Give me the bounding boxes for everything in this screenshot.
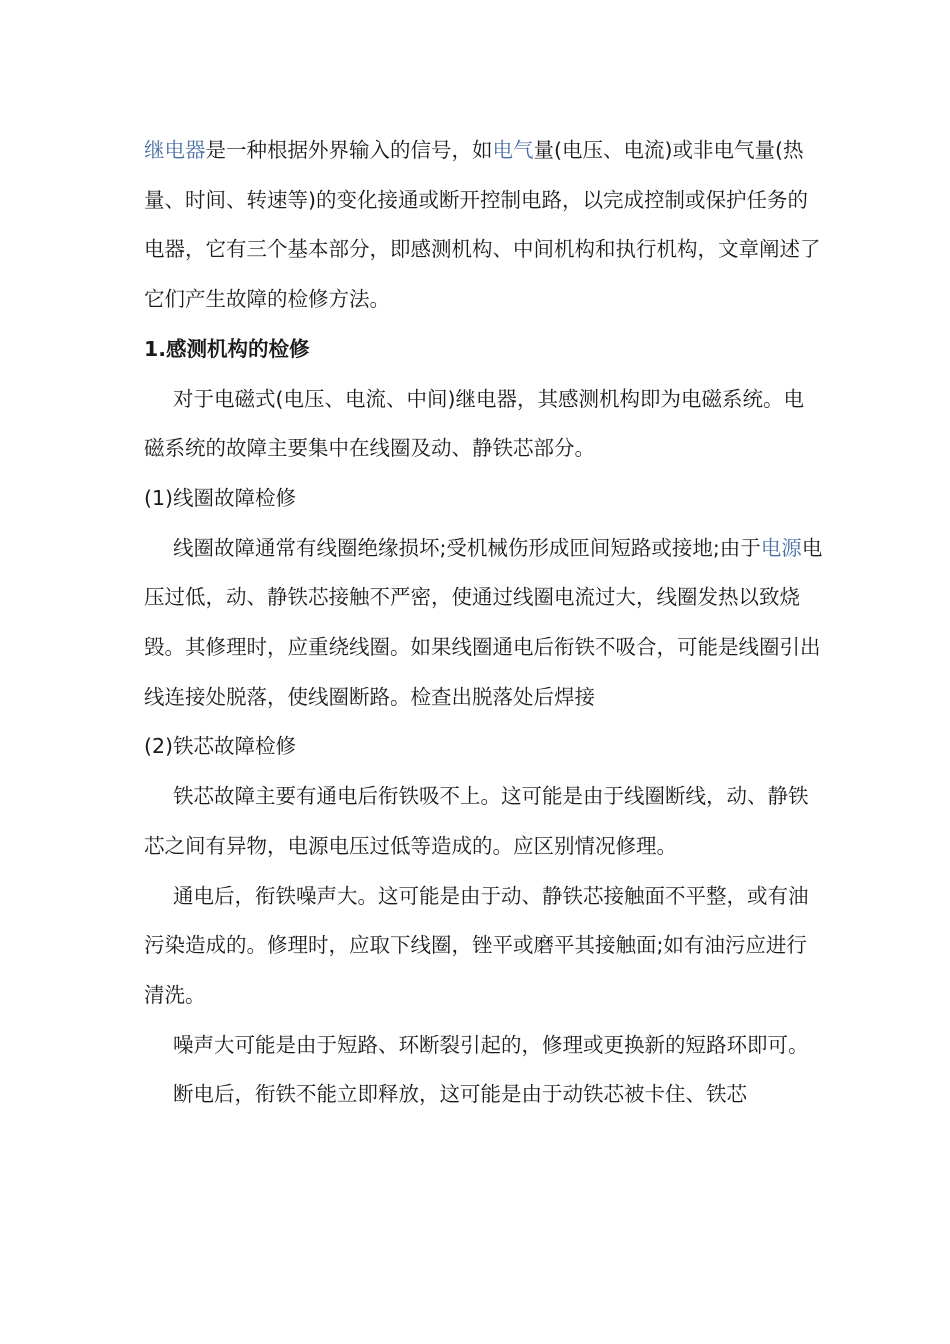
link-relay[interactable]: 继电器 xyxy=(144,138,206,162)
subsection-1-heading: (1)线圈故障检修 xyxy=(144,485,297,510)
subsection-2-paragraph-1: 铁芯故障主要有通电后衔铁吸不上。这可能是由于线圈断线，动、静铁芯之间有异物，电源电压过低等造成的。应区别情况修理。 xyxy=(144,784,809,858)
subsection-1-paragraph xyxy=(144,524,824,723)
section-1-heading: 1.感测机构的检修 xyxy=(144,336,310,361)
subsection-2-paragraph-3: 噪声大可能是由于短路、环断裂引起的，修理或更换新的短路环即可。 xyxy=(173,1032,809,1057)
link-electric[interactable]: 电气 xyxy=(492,138,534,162)
intro-text-2: 量(电压、电流)或非电气量(热量、时间、转速等)的变化接通或断开控制电路，以完成控制或保护任务的电器，它有三个基本部分，即感测机构、中间机构和执行机构，文章阐述了它们产生故障的检修方法。 xyxy=(144,138,821,312)
document-body xyxy=(144,126,824,1120)
subsection-2-paragraph-4: 断电后，衔铁不能立即释放，这可能是由于动铁芯被卡住、铁芯 xyxy=(173,1082,747,1107)
section-1-paragraph: 对于电磁式(电压、电流、中间)继电器，其感测机构即为电磁系统。电磁系统的故障主要集中在线圈及动、静铁芯部分。 xyxy=(144,386,804,461)
subsection-2-heading: (2)铁芯故障检修 xyxy=(144,734,297,759)
sub1-text-2: 电压过低，动、静铁芯接触不严密，使通过线圈电流过大，线圈发热以致烧毁。其修理时，应重绕线圈。如果线圈通电后衔铁不吸合，可能是线圈引出线连接处脱落，使线圈断路。检查出脱落处后焊接 xyxy=(144,535,823,709)
intro-text-1: 是一种根据外界输入的信号，如 xyxy=(205,138,493,162)
intro-paragraph xyxy=(144,126,824,325)
link-power[interactable]: 电源 xyxy=(760,535,802,560)
subsection-2-paragraph-2: 通电后，衔铁噪声大。这可能是由于动、静铁芯接触面不平整，或有油污染造成的。修理时，应取下线圈，锉平或磨平其接触面;如有油污应进行清洗。 xyxy=(144,883,809,1007)
sub1-text-1: 线圈故障通常有线圈绝缘损坏;受机械伤形成匝间短路或接地;由于 xyxy=(173,535,761,560)
